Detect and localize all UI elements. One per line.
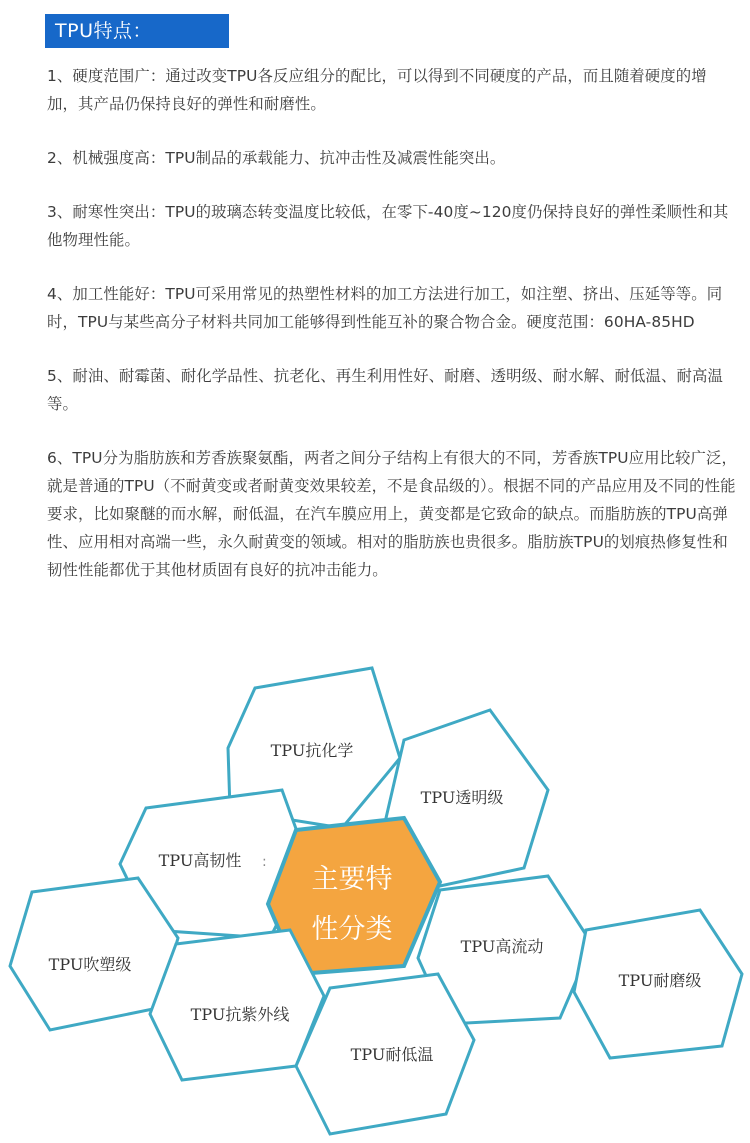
feature-paragraph-5: 5、耐油、耐霉菌、耐化学品性、抗老化、再生利用性好、耐磨、透明级、耐水解、耐低温、耐高温等。 — [47, 367, 723, 413]
hex-high-flow-label: TPU高流动 — [460, 937, 544, 956]
feature-paragraph-4: 4、加工性能好：TPU可采用常见的热塑性材料的加工方法进行加工，如注塑、挤出、压延等等。同时，TPU与某些高分子材料共同加工能够得到性能互补的聚合物合金。硬度范围：60HA-85HD — [47, 285, 723, 331]
hex-high-toughness-label: TPU高韧性 — [158, 851, 242, 870]
stray-mark: : — [262, 854, 267, 870]
feature-paragraph-2: 2、机械强度高：TPU制品的承载能力、抗冲击性及减震性能突出。 — [47, 149, 506, 167]
hex-anti-uv-label: TPU抗紫外线 — [190, 1005, 290, 1024]
hex-wear-resistant — [574, 910, 742, 1058]
property-hex-diagram — [0, 648, 750, 1143]
hex-transparent-label: TPU透明级 — [420, 788, 504, 807]
hex-diagram-svg — [0, 648, 750, 1143]
center-label-line2: 性分类 — [311, 914, 393, 945]
section-title: TPU特点： — [45, 14, 229, 48]
feature-paragraph-6: 6、TPU分为脂肪族和芳香族聚氨酯，两者之间分子结构上有很大的不同，芳香族TPU应用比较广泛，就是普通的TPU（不耐黄变或者耐黄变效果较差，不是食品级的）。根据不同的产品应用及不同的性能要求，比如聚醚的而水解，耐低温，在汽车膜应用上，黄变都是它致命的缺点。而脂肪族的TPU高弹性、应用相对高端一些，永久耐黄变的领域。相对的脂肪族也贵很多。脂肪族TPU的划痕热修复性和韧性性能都优于其他材质固有良好的抗冲击能力。 — [47, 449, 738, 579]
hex-anti-chemical-label: TPU抗化学 — [270, 741, 354, 760]
hex-wear-resistant-label: TPU耐磨级 — [618, 971, 702, 990]
feature-paragraph-3: 3、耐寒性突出：TPU的玻璃态转变温度比较低，在零下-40度~120度仍保持良好的弹性柔顺性和其他物理性能。 — [47, 203, 729, 249]
center-label-line1: 主要特 — [311, 864, 393, 895]
hex-blow-molding-label: TPU吹塑级 — [48, 955, 132, 974]
hex-low-temp-label: TPU耐低温 — [350, 1045, 434, 1064]
hex-anti-uv — [150, 930, 324, 1080]
feature-paragraph-1: 1、硬度范围广：通过改变TPU各反应组分的配比，可以得到不同硬度的产品，而且随着硬度的增加，其产品仍保持良好的弹性和耐磨性。 — [47, 67, 707, 113]
features-text — [47, 62, 737, 610]
